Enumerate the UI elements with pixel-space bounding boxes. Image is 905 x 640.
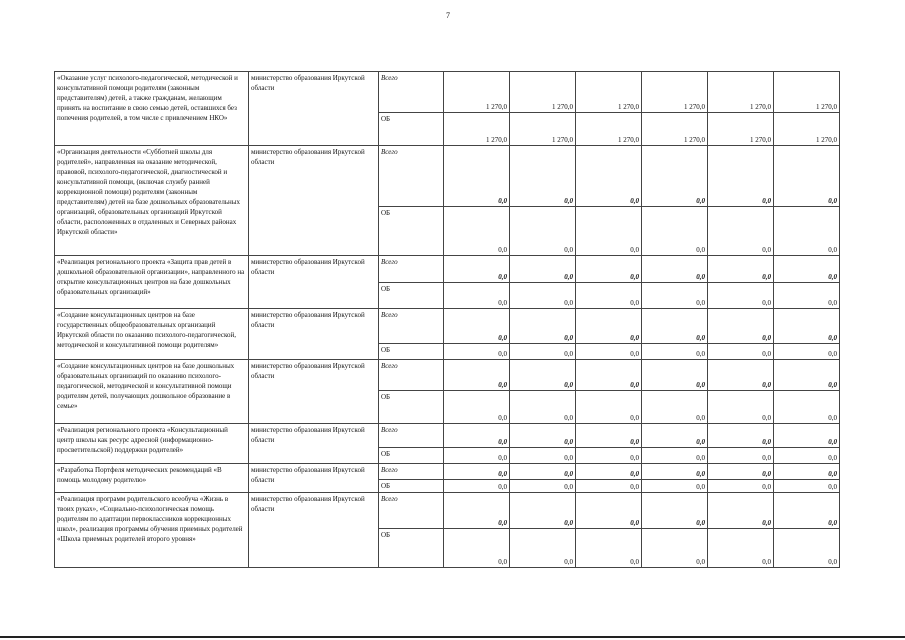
ob-value-cell: 1 270,0 — [444, 113, 510, 146]
total-value-cell: 0,0 — [642, 424, 708, 448]
ob-value-cell: 0,0 — [444, 283, 510, 309]
funding-source-total: Всего — [379, 256, 444, 283]
total-value-cell: 1 270,0 — [642, 72, 708, 113]
funding-source-total: Всего — [379, 309, 444, 344]
ob-value-cell: 0,0 — [642, 529, 708, 568]
total-value-cell: 0,0 — [576, 146, 642, 207]
responsible-executor: министерство образования Иркутской области — [249, 309, 379, 360]
ob-value-cell: 0,0 — [444, 344, 510, 360]
ob-value-cell: 1 270,0 — [510, 113, 576, 146]
activity-description: «Создание консультационных центров на базе государственных общеобразовательных организаций Иркутской области по оказанию психолого-педагогической, методической и консультативной помощи родителям» — [55, 309, 249, 360]
total-value-cell: 0,0 — [642, 256, 708, 283]
total-value-cell: 0,0 — [774, 256, 840, 283]
total-value-cell: 0,0 — [510, 309, 576, 344]
ob-value-cell: 0,0 — [444, 529, 510, 568]
ob-value-cell: 0,0 — [510, 207, 576, 256]
ob-value-cell: 0,0 — [708, 207, 774, 256]
total-value-cell: 0,0 — [510, 146, 576, 207]
total-value-cell: 1 270,0 — [708, 72, 774, 113]
funding-source-ob: ОБ — [379, 448, 444, 464]
ob-value-cell: 0,0 — [642, 480, 708, 493]
funding-source-total: Всего — [379, 72, 444, 113]
funding-source-ob: ОБ — [379, 207, 444, 256]
ob-value-cell: 1 270,0 — [708, 113, 774, 146]
table-row — [55, 424, 840, 448]
ob-value-cell: 0,0 — [510, 529, 576, 568]
bottom-border-line — [0, 636, 905, 638]
total-value-cell: 0,0 — [576, 493, 642, 529]
funding-source-total: Всего — [379, 360, 444, 391]
responsible-executor: министерство образования Иркутской области — [249, 72, 379, 146]
ob-value-cell: 0,0 — [708, 391, 774, 424]
table-row — [55, 146, 840, 207]
total-value-cell: 0,0 — [708, 424, 774, 448]
ob-value-cell: 0,0 — [576, 344, 642, 360]
total-value-cell: 0,0 — [576, 464, 642, 480]
total-value-cell: 0,0 — [642, 360, 708, 391]
table-row — [55, 256, 840, 283]
ob-value-cell: 0,0 — [708, 529, 774, 568]
table-row — [55, 72, 840, 113]
activity-description: «Реализация регионального проекта «Консультационный центр школы как ресурс адресной (информационно-просветительской) поддержки родителей» — [55, 424, 249, 464]
total-value-cell: 0,0 — [444, 309, 510, 344]
total-value-cell: 0,0 — [774, 493, 840, 529]
page-number: 7 — [446, 11, 450, 20]
funding-source-total: Всего — [379, 146, 444, 207]
funding-source-ob: ОБ — [379, 391, 444, 424]
funding-source-total: Всего — [379, 464, 444, 480]
total-value-cell: 0,0 — [576, 360, 642, 391]
activity-description: «Организация деятельности «Субботней школы для родителей», направленная на оказание методической, правовой, психолого-педагогической, диагностической и консультативной помощи, (включая службу ранней коррекционной помощи) родителям (законным представителям) детей на базе дошкольных образовательных организаций, образовательных организаций Иркутской области, расположенных в отдаленных и Северных районах Иркутской области» — [55, 146, 249, 256]
ob-value-cell: 0,0 — [708, 480, 774, 493]
funding-source-total: Всего — [379, 493, 444, 529]
responsible-executor: министерство образования Иркутской области — [249, 424, 379, 464]
ob-value-cell: 0,0 — [576, 480, 642, 493]
total-value-cell: 0,0 — [510, 493, 576, 529]
ob-value-cell: 0,0 — [642, 207, 708, 256]
ob-value-cell: 0,0 — [642, 344, 708, 360]
ob-value-cell: 0,0 — [576, 448, 642, 464]
total-value-cell: 0,0 — [774, 146, 840, 207]
total-value-cell: 0,0 — [576, 424, 642, 448]
funding-table-wrapper — [54, 71, 840, 568]
activity-description: «Разработка Портфеля методических рекомендаций «В помощь молодому родителю» — [55, 464, 249, 493]
total-value-cell: 0,0 — [444, 424, 510, 448]
ob-value-cell: 0,0 — [444, 391, 510, 424]
ob-value-cell: 0,0 — [510, 391, 576, 424]
activity-description: «Реализация программ родительского всеобуча «Жизнь в твоих руках», «Социально-психологическая помощь родителям по адаптации первоклассников коррекционных школ», реализация программы обучения приемных родителей «Школа приемных родителей второго уровня» — [55, 493, 249, 568]
ob-value-cell: 0,0 — [576, 283, 642, 309]
ob-value-cell: 0,0 — [774, 283, 840, 309]
total-value-cell: 0,0 — [774, 309, 840, 344]
total-value-cell: 0,0 — [708, 146, 774, 207]
total-value-cell: 0,0 — [642, 146, 708, 207]
total-value-cell: 1 270,0 — [774, 72, 840, 113]
ob-value-cell: 0,0 — [774, 344, 840, 360]
ob-value-cell: 0,0 — [774, 207, 840, 256]
ob-value-cell: 0,0 — [444, 448, 510, 464]
ob-value-cell: 0,0 — [510, 283, 576, 309]
total-value-cell: 0,0 — [510, 360, 576, 391]
activity-description: «Создание консультационных центров на базе дошкольных образовательных организаций по оказанию психолого-педагогической, методической и консультативной помощи родителям детей, получающих дошкольное образование в семье» — [55, 360, 249, 424]
ob-value-cell: 0,0 — [510, 448, 576, 464]
table-row — [55, 493, 840, 529]
responsible-executor: министерство образования Иркутской области — [249, 464, 379, 493]
activity-description: «Оказание услуг психолого-педагогической, методической и консультативной помощи родителям (законным представителям) детей, а также гражданам, желающим принять на воспитание в свою семью детей, оставшихся без попечения родителей, в том числе с привлечением НКО» — [55, 72, 249, 146]
responsible-executor: министерство образования Иркутской области — [249, 146, 379, 256]
funding-source-ob: ОБ — [379, 529, 444, 568]
total-value-cell: 1 270,0 — [576, 72, 642, 113]
funding-source-ob: ОБ — [379, 283, 444, 309]
total-value-cell: 0,0 — [774, 464, 840, 480]
total-value-cell: 0,0 — [510, 464, 576, 480]
funding-table — [54, 71, 840, 568]
responsible-executor: министерство образования Иркутской области — [249, 493, 379, 568]
ob-value-cell: 0,0 — [444, 480, 510, 493]
total-value-cell: 0,0 — [576, 309, 642, 344]
table-row — [55, 309, 840, 344]
ob-value-cell: 0,0 — [510, 480, 576, 493]
total-value-cell: 0,0 — [444, 256, 510, 283]
ob-value-cell: 0,0 — [774, 391, 840, 424]
total-value-cell: 0,0 — [576, 256, 642, 283]
ob-value-cell: 0,0 — [444, 207, 510, 256]
funding-source-ob: ОБ — [379, 113, 444, 146]
total-value-cell: 1 270,0 — [444, 72, 510, 113]
total-value-cell: 1 270,0 — [510, 72, 576, 113]
ob-value-cell: 1 270,0 — [576, 113, 642, 146]
table-row — [55, 464, 840, 480]
total-value-cell: 0,0 — [510, 424, 576, 448]
ob-value-cell: 0,0 — [642, 391, 708, 424]
ob-value-cell: 0,0 — [576, 529, 642, 568]
total-value-cell: 0,0 — [444, 464, 510, 480]
funding-source-ob: ОБ — [379, 480, 444, 493]
activity-description: «Реализация регионального проекта «Защита прав детей в дошкольной образовательной организации», направленного на открытие консультационных центров на базе дошкольных образовательных организаций» — [55, 256, 249, 309]
total-value-cell: 0,0 — [642, 464, 708, 480]
responsible-executor: министерство образования Иркутской области — [249, 360, 379, 424]
ob-value-cell: 0,0 — [708, 344, 774, 360]
ob-value-cell: 1 270,0 — [774, 113, 840, 146]
total-value-cell: 0,0 — [642, 493, 708, 529]
table-row — [55, 360, 840, 391]
ob-value-cell: 0,0 — [774, 480, 840, 493]
ob-value-cell: 0,0 — [708, 448, 774, 464]
total-value-cell: 0,0 — [642, 309, 708, 344]
total-value-cell: 0,0 — [444, 146, 510, 207]
total-value-cell: 0,0 — [444, 360, 510, 391]
total-value-cell: 0,0 — [708, 309, 774, 344]
ob-value-cell: 0,0 — [576, 207, 642, 256]
responsible-executor: министерство образования Иркутской области — [249, 256, 379, 309]
ob-value-cell: 0,0 — [510, 344, 576, 360]
total-value-cell: 0,0 — [708, 493, 774, 529]
total-value-cell: 0,0 — [708, 464, 774, 480]
ob-value-cell: 1 270,0 — [642, 113, 708, 146]
ob-value-cell: 0,0 — [642, 448, 708, 464]
ob-value-cell: 0,0 — [774, 448, 840, 464]
total-value-cell: 0,0 — [444, 493, 510, 529]
ob-value-cell: 0,0 — [708, 283, 774, 309]
total-value-cell: 0,0 — [708, 360, 774, 391]
total-value-cell: 0,0 — [774, 360, 840, 391]
total-value-cell: 0,0 — [774, 424, 840, 448]
ob-value-cell: 0,0 — [642, 283, 708, 309]
funding-source-ob: ОБ — [379, 344, 444, 360]
ob-value-cell: 0,0 — [774, 529, 840, 568]
total-value-cell: 0,0 — [510, 256, 576, 283]
total-value-cell: 0,0 — [708, 256, 774, 283]
funding-source-total: Всего — [379, 424, 444, 448]
ob-value-cell: 0,0 — [576, 391, 642, 424]
